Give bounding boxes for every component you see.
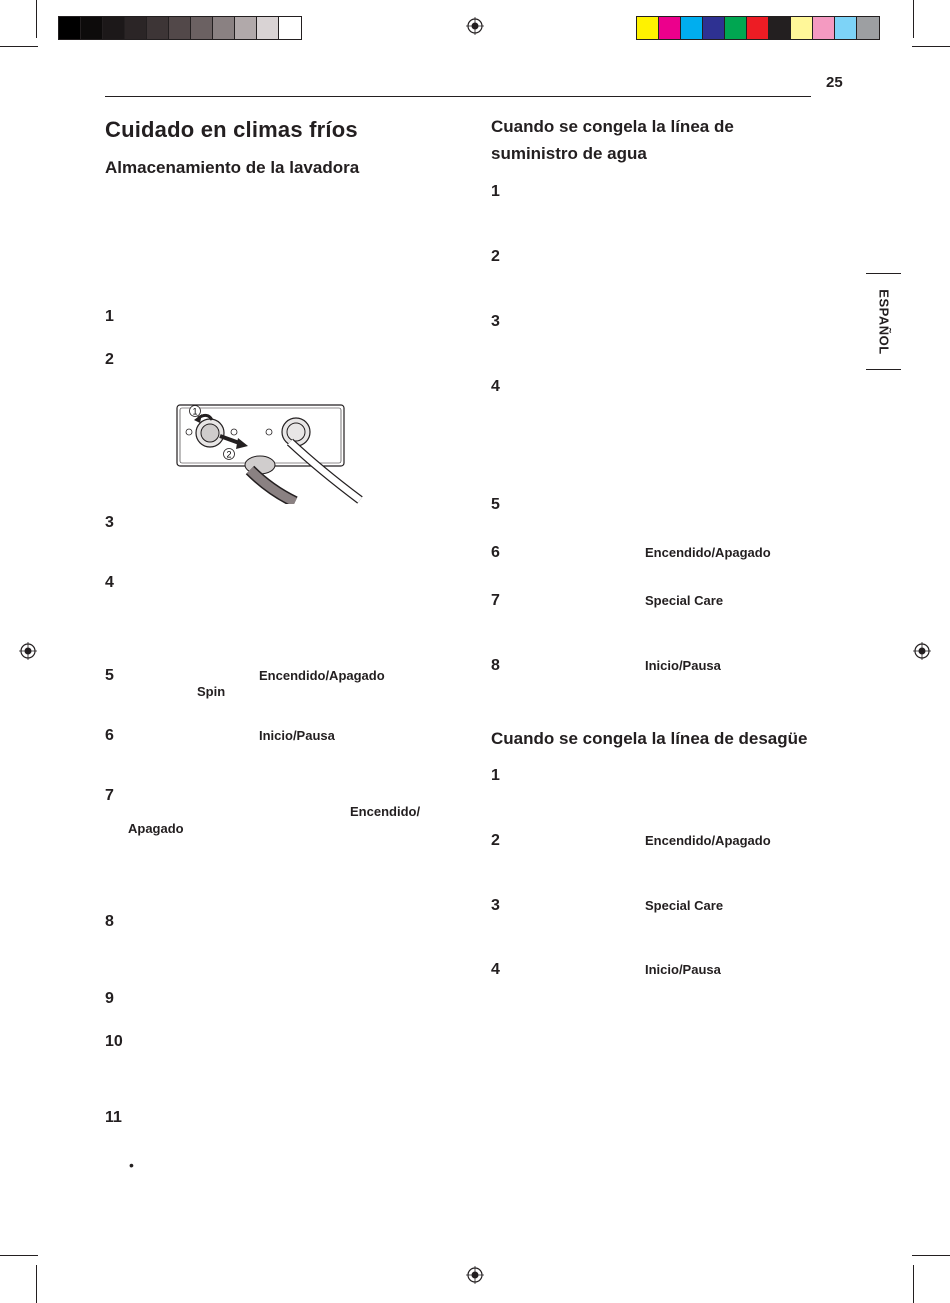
crop-mark: [912, 1255, 950, 1256]
step-number: 8: [491, 657, 500, 674]
color-swatch: [637, 17, 659, 39]
color-swatch: [279, 17, 301, 39]
color-swatch: [257, 17, 279, 39]
crop-mark: [0, 46, 38, 47]
step-number: 2: [491, 832, 500, 849]
color-swatch: [81, 17, 103, 39]
key-label: Inicio/Pausa: [259, 728, 335, 743]
crop-mark: [36, 1265, 37, 1303]
step-number: 3: [105, 514, 114, 531]
grayscale-color-bar: [58, 16, 302, 40]
color-swatch: [103, 17, 125, 39]
step-number: 4: [491, 378, 500, 395]
key-label: Inicio/Pausa: [645, 658, 721, 673]
color-swatch: [725, 17, 747, 39]
color-swatch: [235, 17, 257, 39]
key-label: Encendido/Apagado: [645, 545, 771, 560]
step-number: 5: [491, 496, 500, 513]
key-label: Encendido/: [350, 804, 421, 819]
step-number: 9: [105, 990, 114, 1007]
color-swatch: [769, 17, 791, 39]
color-swatch: [659, 17, 681, 39]
crop-mark: [36, 0, 37, 38]
section-title: Cuando se congela la línea de: [491, 117, 734, 136]
key-label: Encendido/Apagado: [259, 668, 385, 683]
color-swatch: [125, 17, 147, 39]
section-title: Cuando se congela la línea de desagüe: [491, 729, 808, 748]
step-number: 1: [491, 183, 500, 200]
step-number: 1: [105, 308, 114, 325]
color-swatch: [59, 17, 81, 39]
key-label: Inicio/Pausa: [645, 962, 721, 977]
key-label: Special Care: [645, 593, 724, 608]
step-number: 3: [491, 313, 500, 330]
color-swatch: [169, 17, 191, 39]
color-swatch: [791, 17, 813, 39]
color-swatch: [147, 17, 169, 39]
color-swatch: [213, 17, 235, 39]
header-rule: [105, 96, 811, 97]
step-number: 6: [491, 544, 500, 561]
step-number: 7: [105, 787, 114, 804]
color-swatch: [747, 17, 769, 39]
step-number: 8: [105, 913, 114, 930]
step-number: 5: [105, 667, 114, 684]
crop-mark: [913, 0, 914, 38]
key-label: Encendido/Apagado: [645, 833, 771, 848]
color-swatch: [857, 17, 879, 39]
crop-mark: [912, 46, 950, 47]
registration-mark-icon: [466, 17, 484, 35]
section-title: Cuidado en climas fríos: [105, 117, 358, 142]
step-number: 6: [105, 727, 114, 744]
key-label: Apagado: [128, 821, 184, 836]
registration-mark-icon: [466, 1266, 484, 1284]
callout-1: 1: [192, 406, 198, 417]
step-number: 2: [491, 248, 500, 265]
crop-mark: [913, 1265, 914, 1303]
color-swatch: [703, 17, 725, 39]
bullet: •: [129, 1157, 134, 1173]
step-number: 10: [105, 1033, 123, 1050]
color-swatch: [191, 17, 213, 39]
language-tab-label: ESPAÑOL: [876, 288, 891, 355]
language-tab: [866, 273, 901, 370]
callout-2: 2: [226, 449, 232, 460]
registration-mark-icon: [913, 642, 931, 660]
step-number: 4: [105, 574, 114, 591]
key-label: Spin: [197, 684, 226, 699]
process-color-bar: [636, 16, 880, 40]
section-title: suministro de agua: [491, 144, 647, 163]
key-label: Special Care: [645, 898, 724, 913]
color-swatch: [813, 17, 835, 39]
step-number: 2: [105, 351, 114, 368]
registration-mark-icon: [19, 642, 37, 660]
step-number: 1: [491, 767, 500, 784]
step-number: 11: [105, 1109, 122, 1126]
step-number: 7: [491, 592, 500, 609]
page-number: 25: [826, 74, 843, 91]
step-number: 4: [491, 961, 500, 978]
crop-mark: [0, 1255, 38, 1256]
section-subtitle: Almacenamiento de la lavadora: [105, 158, 360, 177]
step-number: 3: [491, 897, 500, 914]
hose-disconnect-illustration: [170, 400, 380, 504]
color-swatch: [835, 17, 857, 39]
color-swatch: [681, 17, 703, 39]
